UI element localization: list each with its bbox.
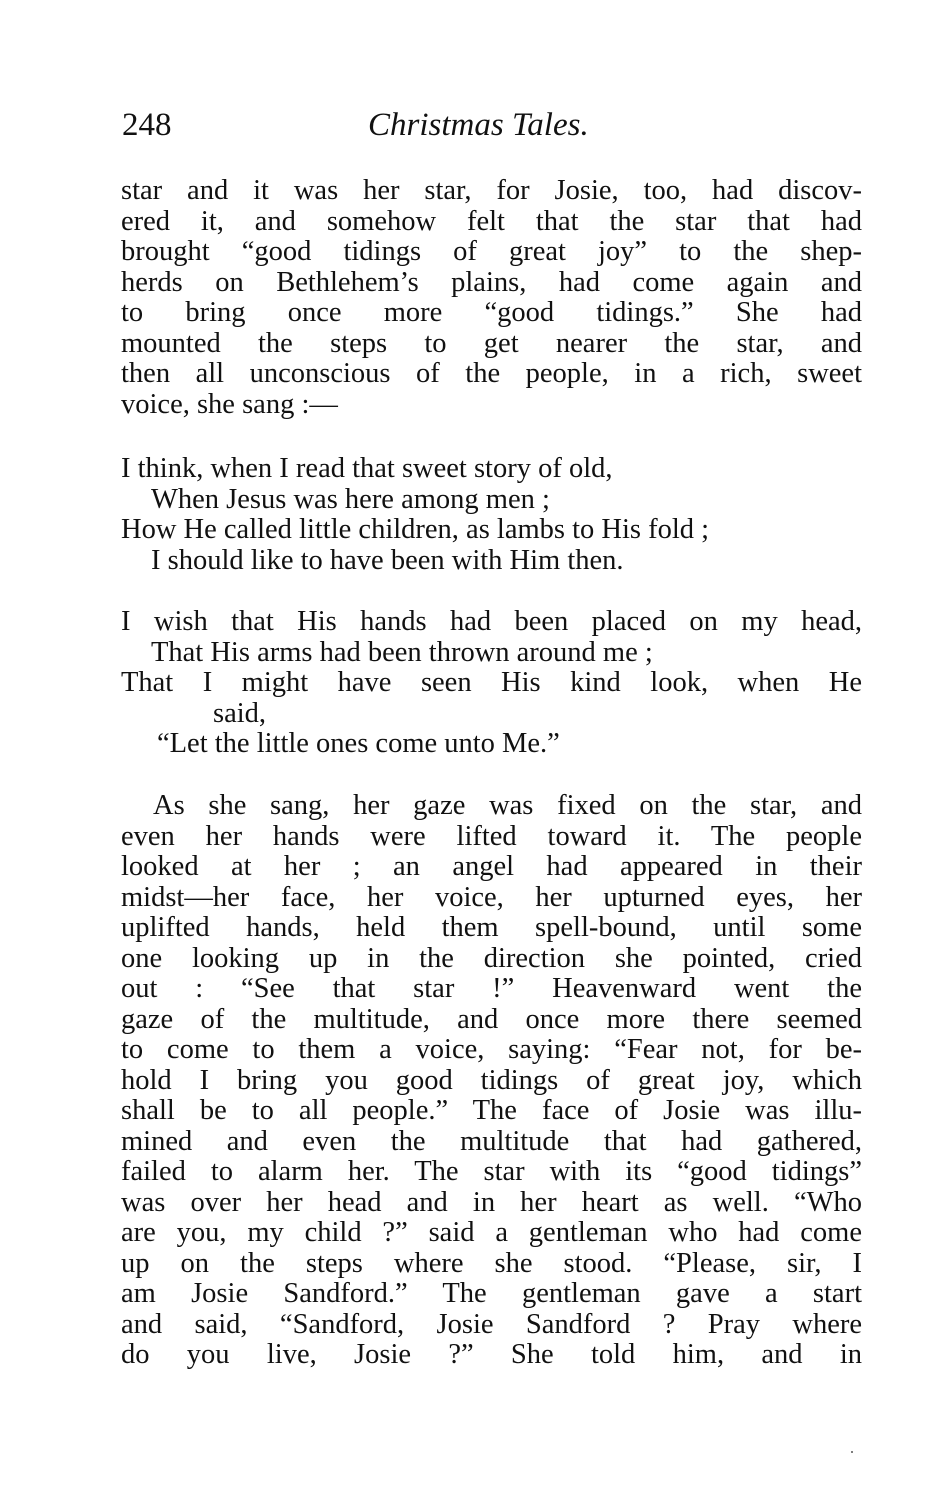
text-line: up on the steps where she stood. “Please, sir, I	[121, 1248, 862, 1279]
print-speck	[851, 1451, 853, 1453]
text-line: ered it, and somehow felt that the star that had	[121, 206, 862, 237]
verse-line: When Jesus was here among men ;	[151, 484, 550, 515]
text-line: herds on Bethlehem’s plains, had come again and	[121, 267, 862, 298]
verse-line: How He called little children, as lambs to His fold ;	[121, 515, 710, 545]
text-line: midst—her face, her voice, her upturned eyes, her	[121, 882, 862, 913]
text-line: mounted the steps to get nearer the star, and	[121, 328, 862, 359]
text-line: looked at her ; an angel had appeared in their	[121, 852, 862, 882]
text-line: do you live, Josie ?” She told him, and in	[121, 1340, 862, 1370]
verse-line: That His arms had been thrown around me ;	[151, 637, 653, 668]
text-line: mined and even the multitude that had gathered,	[121, 1126, 862, 1157]
verse-line: “Let the little ones come unto Me.”	[157, 729, 560, 759]
text-line: then all unconscious of the people, in a rich, sweet	[121, 359, 862, 389]
poem-stanza-2	[121, 607, 862, 760]
verse-line: I should like to have been with Him then.	[151, 545, 624, 576]
text-line: was over her head and in her heart as well. “Who	[121, 1187, 862, 1218]
text-line: As she sang, her gaze was fixed on the star, and	[153, 791, 862, 821]
page-number: 248	[122, 107, 172, 143]
text-line: voice, she sang :—	[121, 389, 338, 420]
poem-stanza-1	[121, 454, 862, 576]
paragraph-1	[121, 176, 862, 420]
text-line: are you, my child ?” said a gentleman who had come	[121, 1218, 862, 1248]
running-title: Christmas Tales.	[368, 107, 589, 143]
text-line: to bring once more “good tidings.” She had	[121, 298, 862, 328]
verse-line: said,	[213, 698, 267, 729]
text-line: one looking up in the direction she pointed, cried	[121, 943, 862, 974]
text-line: out : “See that star !” Heavenward went the	[121, 974, 862, 1004]
text-line: shall be to all people.” The face of Josie was illu-	[121, 1096, 862, 1126]
text-line: am Josie Sandford.” The gentleman gave a start	[121, 1279, 862, 1309]
verse-line: I wish that His hands had been placed on my head,	[121, 607, 862, 637]
text-line: to come to them a voice, saying: “Fear not, for be-	[121, 1035, 862, 1065]
text-line: brought “good tidings of great joy” to the shep-	[121, 237, 862, 267]
text-line: hold I bring you good tidings of great joy, which	[121, 1065, 862, 1096]
page-header	[122, 100, 862, 150]
text-line: gaze of the multitude, and once more there seemed	[121, 1004, 862, 1035]
paragraph-2	[121, 791, 862, 1371]
text-line: failed to alarm her. The star with its “good tidings”	[121, 1157, 862, 1187]
text-line: uplifted hands, held them spell-bound, until some	[121, 913, 862, 943]
verse-line: I think, when I read that sweet story of old,	[121, 454, 613, 484]
text-line: star and it was her star, for Josie, too, had discov-	[121, 176, 862, 206]
text-line: even her hands were lifted toward it. The people	[121, 821, 862, 852]
text-line: and said, “Sandford, Josie Sandford ? Pray where	[121, 1309, 862, 1340]
verse-line: That I might have seen His kind look, when He	[121, 668, 862, 698]
